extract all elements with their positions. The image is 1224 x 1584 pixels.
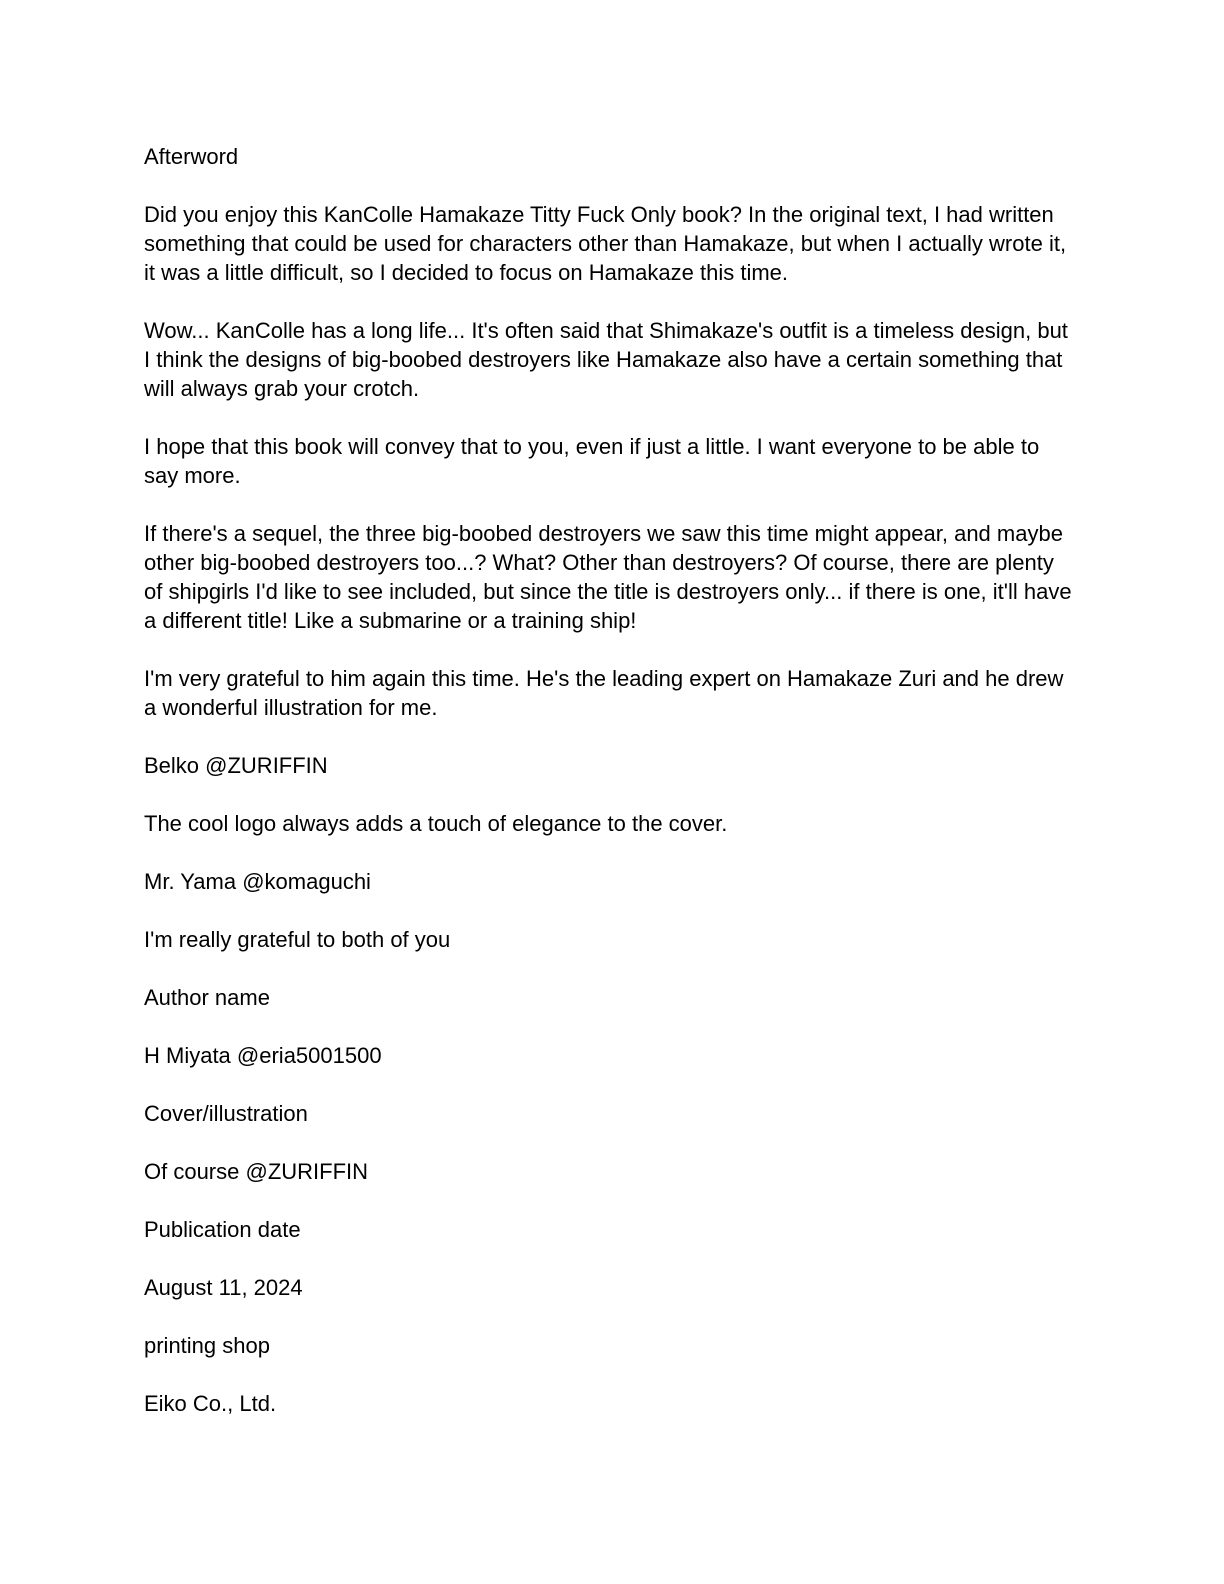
credit-yama: Mr. Yama @komaguchi bbox=[144, 869, 371, 894]
value-printing-shop: Eiko Co., Ltd. bbox=[144, 1391, 277, 1416]
paragraph-kancolle-life: Wow... KanColle has a long life... It's often said that Shimakaze's outfit is a timeless design, but I think the designs of big-boobed destroyers like Hamakaze also have a certain something that will always grab your crotch. bbox=[144, 318, 1068, 401]
value-publication-date: August 11, 2024 bbox=[144, 1275, 303, 1300]
paragraph-hope: I hope that this book will convey that to you, even if just a little. I want everyone to be able to say more. bbox=[144, 434, 1040, 488]
paragraph-intro: Did you enjoy this KanColle Hamakaze Titty Fuck Only book? In the original text, I had written something that could be used for characters other than Hamakaze, but when I actually wrote it, it was a little difficult, so I decided to focus on Hamakaze this time. bbox=[144, 202, 1067, 285]
paragraph-logo: The cool logo always adds a touch of elegance to the cover. bbox=[144, 811, 728, 836]
afterword-heading: Afterword bbox=[144, 144, 239, 169]
label-cover-illustration: Cover/illustration bbox=[144, 1101, 308, 1126]
label-publication-date: Publication date bbox=[144, 1217, 301, 1242]
label-author-name: Author name bbox=[144, 985, 270, 1010]
value-author-name: H Miyata @eria5001500 bbox=[144, 1043, 382, 1068]
label-printing-shop: printing shop bbox=[144, 1333, 270, 1358]
credit-belko: Belko @ZURIFFIN bbox=[144, 753, 328, 778]
paragraph-grateful: I'm very grateful to him again this time. He's the leading expert on Hamakaze Zuri and he drew a wonderful illustration for me. bbox=[144, 666, 1064, 720]
paragraph-sequel: If there's a sequel, the three big-boobed destroyers we saw this time might appear, and maybe other big-boobed destroyers too...? What? Other than destroyers? Of course, there are plenty of shipgirls I'd like to see included, but since the title is destroyers only... if there is one, it'll have a different title! Like a submarine or a training ship! bbox=[144, 521, 1072, 633]
value-cover-illustration: Of course @ZURIFFIN bbox=[144, 1159, 369, 1184]
paragraph-thanks-both: I'm really grateful to both of you bbox=[144, 927, 451, 952]
